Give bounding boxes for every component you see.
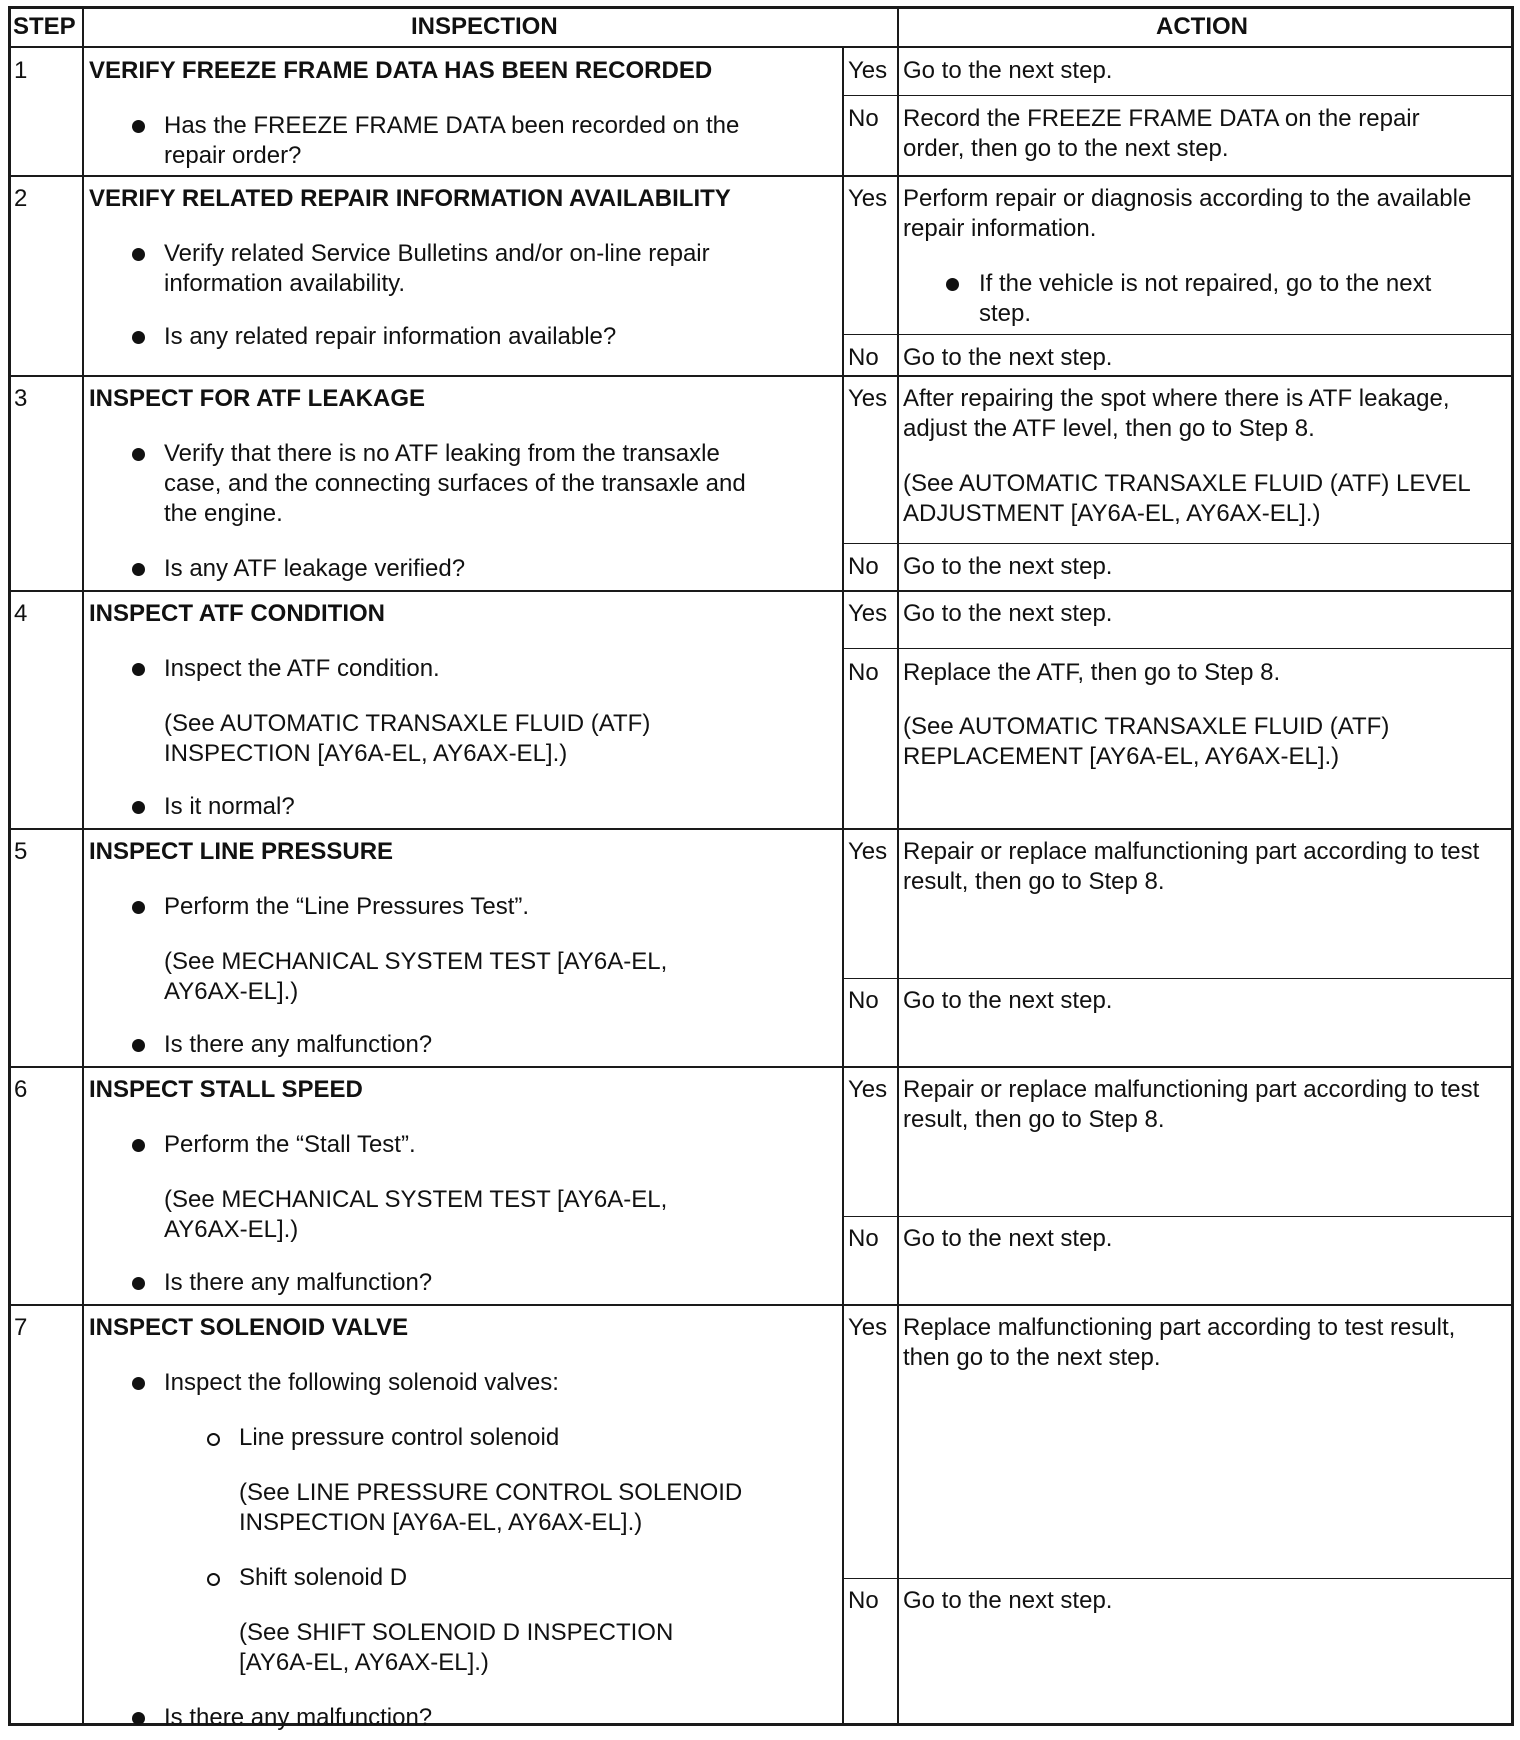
inspection-subitem: Shift solenoid D bbox=[239, 1564, 408, 1591]
bullet-icon bbox=[132, 663, 145, 676]
yes-no-divider bbox=[843, 648, 1512, 649]
step-title: INSPECT ATF CONDITION bbox=[89, 600, 385, 627]
bullet-icon bbox=[132, 448, 145, 461]
bullet-icon bbox=[132, 331, 145, 344]
yes-action-item: step. bbox=[979, 300, 1032, 327]
yes-action: Repair or replace malfunctioning part according to test bbox=[903, 1076, 1480, 1103]
inspection-item: Is any related repair information available? bbox=[164, 323, 617, 350]
bullet-icon bbox=[132, 901, 145, 914]
step-number: 2 bbox=[14, 185, 28, 212]
no-label: No bbox=[848, 659, 879, 686]
inspection-subitem-ref: (See SHIFT SOLENOID D INSPECTION bbox=[239, 1619, 674, 1646]
header-inspection: INSPECTION bbox=[411, 13, 558, 40]
row-divider bbox=[9, 590, 1512, 592]
no-action: Go to the next step. bbox=[903, 344, 1113, 371]
column-divider bbox=[842, 46, 844, 1723]
no-label: No bbox=[848, 553, 879, 580]
bullet-icon bbox=[132, 1712, 145, 1725]
yes-action: Go to the next step. bbox=[903, 57, 1113, 84]
step-title: INSPECT STALL SPEED bbox=[89, 1076, 363, 1103]
inspection-ref: AY6AX-EL].) bbox=[164, 978, 299, 1005]
step-number: 1 bbox=[14, 57, 28, 84]
yes-action: then go to the next step. bbox=[903, 1344, 1161, 1371]
yes-action-ref: ADJUSTMENT [AY6A-EL, AY6AX-EL].) bbox=[903, 500, 1321, 527]
bullet-icon bbox=[132, 1039, 145, 1052]
no-action-ref: REPLACEMENT [AY6A-EL, AY6AX-EL].) bbox=[903, 743, 1340, 770]
inspection-subitem-ref: INSPECTION [AY6A-EL, AY6AX-EL].) bbox=[239, 1509, 643, 1536]
step-title: INSPECT SOLENOID VALVE bbox=[89, 1314, 409, 1341]
inspection-item: the engine. bbox=[164, 500, 283, 527]
inspection-subitem-ref: [AY6A-EL, AY6AX-EL].) bbox=[239, 1649, 489, 1676]
bullet-icon bbox=[132, 120, 145, 133]
inspection-item: Is there any malfunction? bbox=[164, 1031, 433, 1058]
step-number: 5 bbox=[14, 838, 28, 865]
no-action: Go to the next step. bbox=[903, 1587, 1113, 1614]
no-action: order, then go to the next step. bbox=[903, 135, 1229, 162]
inspection-item: Has the FREEZE FRAME DATA been recorded on the bbox=[164, 112, 740, 139]
no-label: No bbox=[848, 344, 879, 371]
step-title: INSPECT FOR ATF LEAKAGE bbox=[89, 385, 425, 412]
step-title: VERIFY FREEZE FRAME DATA HAS BEEN RECORDED bbox=[89, 57, 713, 84]
yes-label: Yes bbox=[848, 1076, 888, 1103]
yes-action-item: If the vehicle is not repaired, go to the next bbox=[979, 270, 1432, 297]
step-number: 7 bbox=[14, 1314, 28, 1341]
inspection-subitem-ref: (See LINE PRESSURE CONTROL SOLENOID bbox=[239, 1479, 743, 1506]
no-label: No bbox=[848, 1587, 879, 1614]
sub-bullet-icon bbox=[207, 1433, 220, 1446]
header-action: ACTION bbox=[1156, 13, 1248, 40]
inspection-item: Verify related Service Bulletins and/or on-line repair bbox=[164, 240, 710, 267]
yes-label: Yes bbox=[848, 57, 888, 84]
inspection-item: Inspect the ATF condition. bbox=[164, 655, 440, 682]
no-action: Replace the ATF, then go to Step 8. bbox=[903, 659, 1281, 686]
no-action: Go to the next step. bbox=[903, 553, 1113, 580]
step-title: INSPECT LINE PRESSURE bbox=[89, 838, 394, 865]
step-number: 4 bbox=[14, 600, 28, 627]
no-action-ref: (See AUTOMATIC TRANSAXLE FLUID (ATF) bbox=[903, 713, 1390, 740]
bullet-icon bbox=[132, 563, 145, 576]
no-label: No bbox=[848, 1225, 879, 1252]
inspection-item: Is there any malfunction? bbox=[164, 1704, 433, 1731]
inspection-ref: (See MECHANICAL SYSTEM TEST [AY6A-EL, bbox=[164, 1186, 668, 1213]
inspection-item: information availability. bbox=[164, 270, 405, 297]
no-label: No bbox=[848, 105, 879, 132]
column-divider bbox=[897, 7, 899, 1723]
inspection-ref: (See MECHANICAL SYSTEM TEST [AY6A-EL, bbox=[164, 948, 668, 975]
inspection-item: Inspect the following solenoid valves: bbox=[164, 1369, 559, 1396]
yes-label: Yes bbox=[848, 385, 888, 412]
bullet-icon bbox=[132, 1377, 145, 1390]
inspection-item: Verify that there is no ATF leaking from the transaxle bbox=[164, 440, 720, 467]
bullet-icon bbox=[132, 1277, 145, 1290]
inspection-item: Is any ATF leakage verified? bbox=[164, 555, 466, 582]
inspection-item: Perform the “Stall Test”. bbox=[164, 1131, 416, 1158]
yes-label: Yes bbox=[848, 838, 888, 865]
row-divider bbox=[9, 1066, 1512, 1068]
yes-label: Yes bbox=[848, 600, 888, 627]
yes-action-ref: (See AUTOMATIC TRANSAXLE FLUID (ATF) LEVEL bbox=[903, 470, 1471, 497]
bullet-icon bbox=[946, 278, 959, 291]
yes-action: result, then go to Step 8. bbox=[903, 1106, 1165, 1133]
no-label: No bbox=[848, 987, 879, 1014]
yes-label: Yes bbox=[848, 1314, 888, 1341]
no-action: Go to the next step. bbox=[903, 987, 1113, 1014]
inspection-subitem: Line pressure control solenoid bbox=[239, 1424, 560, 1451]
bullet-icon bbox=[132, 801, 145, 814]
yes-no-divider bbox=[843, 978, 1512, 979]
row-divider bbox=[9, 1304, 1512, 1306]
no-action: Record the FREEZE FRAME DATA on the repair bbox=[903, 105, 1420, 132]
row-divider bbox=[9, 375, 1512, 377]
bullet-icon bbox=[132, 248, 145, 261]
inspection-ref: AY6AX-EL].) bbox=[164, 1216, 299, 1243]
row-divider bbox=[9, 46, 1512, 48]
inspection-item: case, and the connecting surfaces of the transaxle and bbox=[164, 470, 746, 497]
yes-no-divider bbox=[843, 1216, 1512, 1217]
inspection-item: Is there any malfunction? bbox=[164, 1269, 433, 1296]
yes-action: Go to the next step. bbox=[903, 600, 1113, 627]
header-step: STEP bbox=[13, 13, 76, 40]
yes-no-divider bbox=[843, 1578, 1512, 1579]
yes-action: Perform repair or diagnosis according to the available bbox=[903, 185, 1472, 212]
yes-label: Yes bbox=[848, 185, 888, 212]
step-title: VERIFY RELATED REPAIR INFORMATION AVAILABILITY bbox=[89, 185, 731, 212]
yes-action: Repair or replace malfunctioning part according to test bbox=[903, 838, 1480, 865]
yes-action: result, then go to Step 8. bbox=[903, 868, 1165, 895]
step-number: 3 bbox=[14, 385, 28, 412]
yes-no-divider bbox=[843, 95, 1512, 96]
inspection-ref: (See AUTOMATIC TRANSAXLE FLUID (ATF) bbox=[164, 710, 651, 737]
yes-action: repair information. bbox=[903, 215, 1097, 242]
inspection-item: Perform the “Line Pressures Test”. bbox=[164, 893, 530, 920]
no-action: Go to the next step. bbox=[903, 1225, 1113, 1252]
step-number: 6 bbox=[14, 1076, 28, 1103]
sub-bullet-icon bbox=[207, 1573, 220, 1586]
yes-no-divider bbox=[843, 334, 1512, 335]
inspection-item: repair order? bbox=[164, 142, 302, 169]
inspection-ref: INSPECTION [AY6A-EL, AY6AX-EL].) bbox=[164, 740, 568, 767]
yes-action: Replace malfunctioning part according to test result, bbox=[903, 1314, 1456, 1341]
bullet-icon bbox=[132, 1139, 145, 1152]
column-divider bbox=[82, 7, 84, 1723]
row-divider bbox=[9, 828, 1512, 830]
yes-action: After repairing the spot where there is ATF leakage, bbox=[903, 385, 1450, 412]
inspection-item: Is it normal? bbox=[164, 793, 295, 820]
yes-action: adjust the ATF level, then go to Step 8. bbox=[903, 415, 1315, 442]
row-divider bbox=[9, 175, 1512, 177]
yes-no-divider bbox=[843, 543, 1512, 544]
